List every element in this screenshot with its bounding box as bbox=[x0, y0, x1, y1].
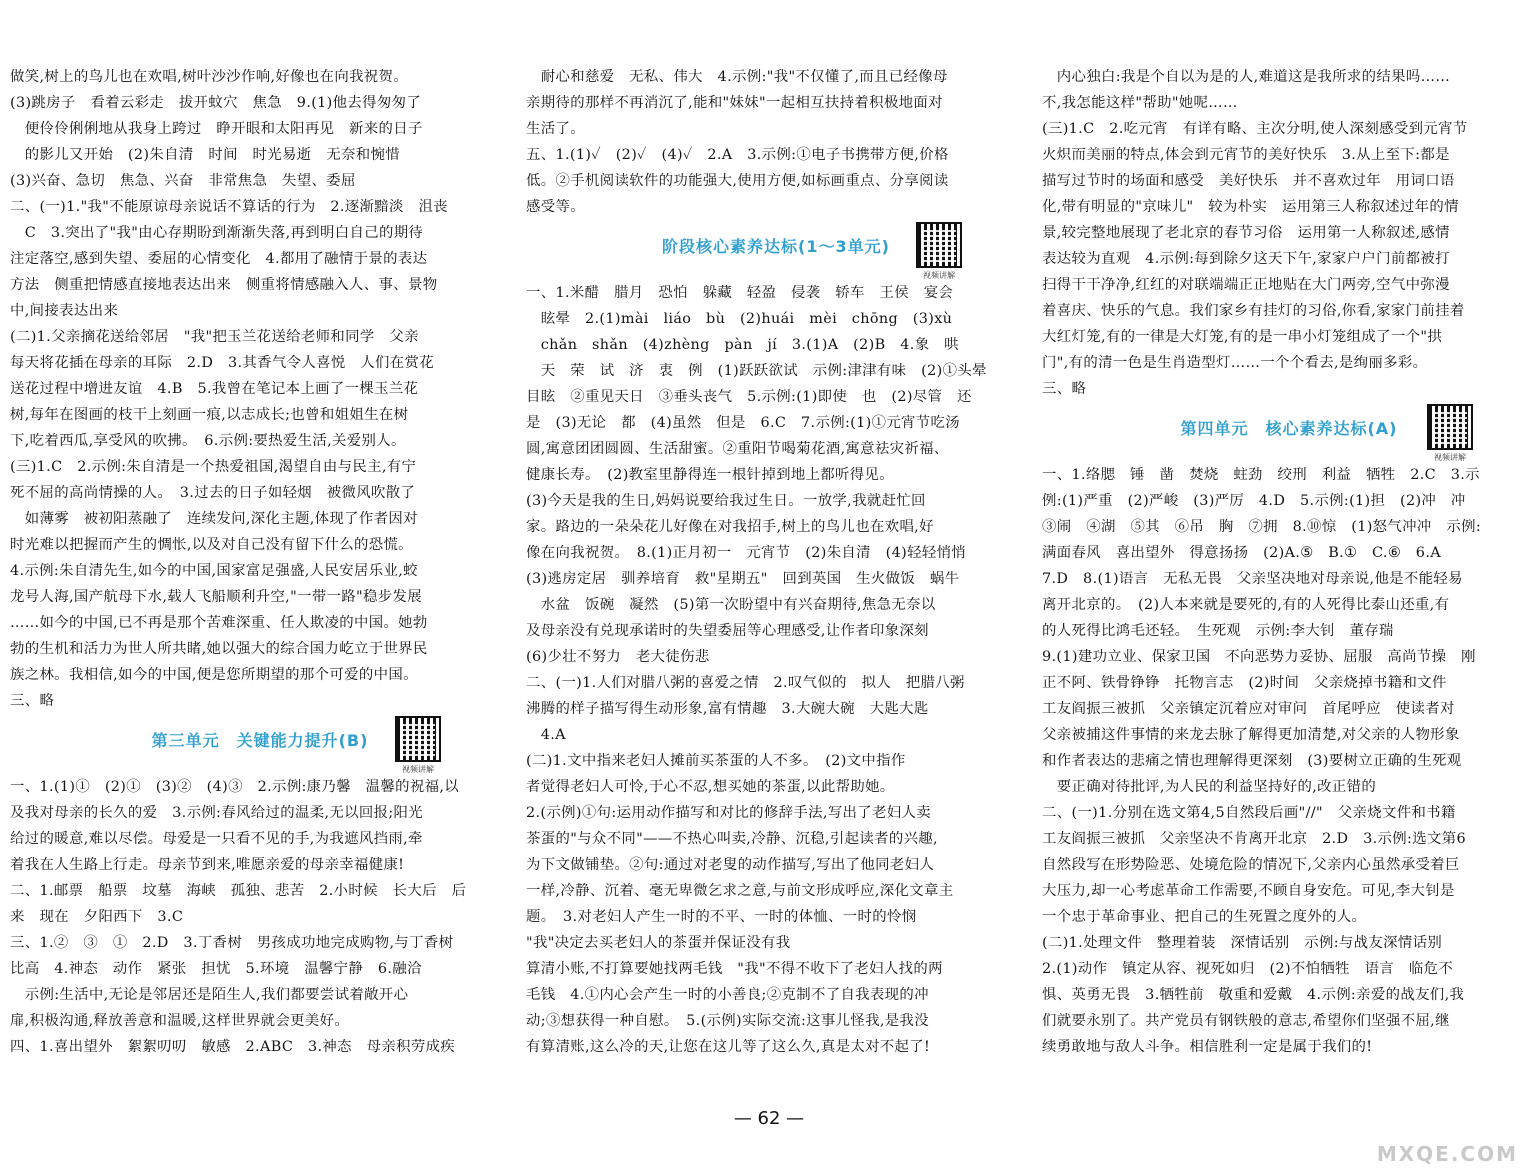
answer-line: 来 现在 夕阳西下 3.C bbox=[10, 909, 184, 925]
answer-line: 9.(1)建功立业、保家卫国 不向恶势力妥协、屈服 高尚节操 刚 bbox=[1042, 649, 1476, 665]
answer-line: 四、1.喜出望外 絮絮叨叨 敏感 2.ABC 3.神态 母亲积劳成疾 bbox=[10, 1039, 456, 1055]
answer-line: 感受等。 bbox=[526, 199, 585, 215]
answer-line: 二、(一)1.分别在选文第4,5自然段后画"//" 父亲烧文件和书籍 bbox=[1042, 805, 1456, 821]
answer-line: 下,吃着西瓜,享受风的吹拂。 6.示例:要热爱生活,关爱别人。 bbox=[10, 433, 406, 449]
answer-line: ③闹 ④湖 ⑤其 ⑥吊 胸 ⑦拥 8.⑩惊 (1)怒气冲冲 示例: bbox=[1042, 519, 1482, 535]
answer-line: 2.(示例)①句:运用动作描写和对比的修辞手法,写出了老妇人卖 bbox=[526, 805, 931, 821]
answer-line: 送花过程中增进友谊 4.B 5.我曾在笔记本上画了一棵玉兰花 bbox=[10, 381, 419, 397]
answer-line: 景,较完整地展现了老北京的春节习俗 运用第一人称叙述,感情 bbox=[1042, 225, 1450, 241]
answer-line: 注定落空,感到失望、委屈的心情变化 4.都用了融情于景的表达 bbox=[10, 251, 428, 267]
answer-line: 的影儿又开始 (2)朱自清 时间 时光易逝 无奈和惋惜 bbox=[10, 147, 400, 163]
answer-line: (二)1.文中指来老妇人摊前买茶蛋的人不多。 (2)文中指作 bbox=[526, 753, 906, 769]
answer-line: 一、1.米醋 腊月 恐怕 躲藏 轻盈 侵袭 轿车 王侯 宴会 bbox=[526, 285, 954, 301]
answer-line: 一样,冷静、沉着、毫无卑微乞求之意,与前文形成呼应,深化文章主 bbox=[526, 883, 954, 899]
answer-line: 描写过节时的场面和感受 美好快乐 并不喜欢过年 用词口语 bbox=[1042, 173, 1455, 189]
answer-line: 表达较为直观 4.示例:每到除夕这天下午,家家户户门前都被打 bbox=[1042, 251, 1450, 267]
answer-line: 满面春风 喜出望外 得意扬扬 (2)A.⑤ B.① C.⑥ 6.A bbox=[1042, 545, 1441, 561]
section-title: 第四单元 核心素养达标(A) bbox=[1180, 419, 1398, 438]
answer-line: 着我在人生路上行走。母亲节到来,唯愿亲爱的母亲幸福健康! bbox=[10, 857, 405, 873]
answer-line: 续勇敢地与敌人斗争。相信胜利一定是属于我们的! bbox=[1042, 1039, 1373, 1055]
answer-line: 死不屈的高尚情操的人。 3.过去的日子如轻烟 被微风吹散了 bbox=[10, 485, 416, 501]
answer-line: 家。路边的一朵朵花儿好像在对我招手,树上的鸟儿也在欢唱,好 bbox=[526, 519, 934, 535]
answer-line: 及我对母亲的长久的爱 3.示例:春风给过的温柔,无以回报;阳光 bbox=[10, 805, 424, 821]
answer-line: (3)跳房子 看着云彩走 拔开蚊穴 焦急 9.(1)他去得匆匆了 bbox=[10, 95, 422, 111]
answer-line: 做笑,树上的鸟儿也在欢唱,树叶沙沙作响,好像也在向我祝贺。 bbox=[10, 69, 409, 85]
answer-line: 给过的暖意,难以尽偿。母爱是一只看不见的手,为我遮风挡雨,牵 bbox=[10, 831, 423, 847]
answer-line: 着喜庆、快乐的气息。我们家乡有挂灯的习俗,你看,家家门前挂着 bbox=[1042, 303, 1465, 319]
answer-line: 圆,寓意团团圆圆、生活甜蜜。②重阳节喝菊花酒,寓意祛灾祈福、 bbox=[526, 441, 949, 457]
answer-line: 动;③想获得一种自慰。 5.(示例)实际交流:这事儿怪我,是我没 bbox=[526, 1013, 929, 1029]
answer-line: 化,带有明显的"京味儿" 较为朴实 运用第三人称叙述过年的情 bbox=[1042, 199, 1459, 215]
answer-line: 目眩 ②重见天日 ③垂头丧气 5.示例:(1)即使 也 (2)尽管 还 bbox=[526, 389, 972, 405]
answer-line: 三、1.② ③ ① 2.D 3.丁香树 男孩成功地完成购物,与丁香树 bbox=[10, 935, 454, 951]
answer-line: 天 荣 试 济 衷 例 (1)跃跃欲试 示例:津津有味 (2)①头晕 bbox=[526, 363, 987, 379]
answer-line: 二、(一)1.人们对腊八粥的喜爱之情 2.叹气似的 拟人 把腊八粥 bbox=[526, 675, 965, 691]
answer-line: 内心独白:我是个自以为是的人,难道这是我所求的结果吗…… bbox=[1042, 69, 1451, 85]
answer-line: 便伶伶俐俐地从我身上跨过 睁开眼和太阳再见 新来的日子 bbox=[10, 121, 423, 137]
answer-line: 自然段写在形势险恶、处境危险的情况下,父亲内心虽然承受着巨 bbox=[1042, 857, 1460, 873]
answer-line: 亲期待的那样不再消沉了,能和"妹妹"一起相互扶持着积极地面对 bbox=[526, 95, 943, 111]
answer-line: 比高 4.神态 动作 紧张 担忧 5.环境 温馨宁静 6.融洽 bbox=[10, 961, 422, 977]
answer-line: 耐心和慈爱 无私、伟大 4.示例:"我"不仅懂了,而且已经像母 bbox=[526, 69, 948, 85]
answer-line: 4.示例:朱自清先生,如今的中国,国家富足强盛,人民安居乐业,蛟 bbox=[10, 563, 418, 579]
answer-line: 要正确对待批评,为人民的利益坚持好的,改正错的 bbox=[1042, 779, 1377, 795]
answer-line: 4.A bbox=[526, 727, 566, 743]
answer-line: 离开北京的。 (2)人本来就是要死的,有的人死得比泰山还重,有 bbox=[1042, 597, 1450, 613]
answer-line: 二、1.邮票 船票 坟墓 海峡 孤独、悲苦 2.小时候 长大后 后 bbox=[10, 883, 467, 899]
answer-line: 五、1.(1)✓ (2)✓ (4)✓ 2.A 3.示例:①电子书携带方便,价格 bbox=[526, 147, 949, 163]
answer-line: 7.D 8.(1)语言 无私无畏 父亲坚决地对母亲说,他是不能轻易 bbox=[1042, 571, 1463, 587]
qr-code-icon[interactable] bbox=[916, 222, 962, 268]
answer-line: 茶蛋的"与众不同"——不热心叫卖,冷静、沉稳,引起读者的兴趣, bbox=[526, 831, 938, 847]
answer-line: 眩晕 2.(1)mài liáo bù (2)huái mèi chōng (3)xù bbox=[526, 311, 953, 327]
answer-line: 方法 侧重把情感直接地表达出来 侧重将情感融入人、事、景物 bbox=[10, 277, 438, 293]
answer-line: 每天将花插在母亲的耳际 2.D 3.其香气令人喜悦 人们在赏花 bbox=[10, 355, 435, 371]
answer-line: 及母亲没有兑现承诺时的失望委屈等心理感受,让作者印象深刻 bbox=[526, 623, 929, 639]
answer-line: 工友阎振三被抓 父亲坚决不肯离开北京 2.D 3.示例:选文第6 bbox=[1042, 831, 1466, 847]
section-heading bbox=[1042, 402, 1536, 462]
answer-line: 龙号人海,国产航母下水,载人飞船顺利升空,"一带一路"稳步发展 bbox=[10, 589, 422, 605]
answer-line: (3)今天是我的生日,妈妈说要给我过生日。一放学,我就赶忙回 bbox=[526, 493, 926, 509]
answer-line: (三)1.C 2.示例:朱自清是一个热爱祖国,渴望自由与民主,有宁 bbox=[10, 459, 417, 475]
answer-line: (6)少壮不努力 老大徒伤悲 bbox=[526, 649, 710, 665]
qr-code-icon[interactable] bbox=[1427, 404, 1473, 450]
answer-line: chǎn shǎn (4)zhèng pàn jí 3.(1)A (2)B 4.象 哄 bbox=[526, 337, 959, 353]
answer-column-right bbox=[1042, 64, 1536, 1060]
answer-line: 三、略 bbox=[10, 693, 55, 709]
answer-line: (二)1.处理文件 整理着装 深情话别 示例:与战友深情话别 bbox=[1042, 935, 1443, 951]
page-number: — 62 — bbox=[733, 1108, 805, 1129]
answer-line: 时光难以把握而产生的惆怅,以及对自己没有留下什么的恐慌。 bbox=[10, 537, 413, 553]
answer-line: 一个忠于革命事业、把自己的生死置之度外的人。 bbox=[1042, 909, 1367, 925]
qr-caption: 视频讲解 bbox=[1434, 453, 1466, 462]
answer-line: 像在向我祝贺。 8.(1)正月初一 元宵节 (2)朱自清 (4)轻轻悄悄 bbox=[526, 545, 967, 561]
answer-line: 大红灯笼,有的一律是大灯笼,有的是一串小灯笼组成了一个"拱 bbox=[1042, 329, 1443, 345]
answer-line: 父亲被捕这件事情的来龙去脉了解得更加清楚,对父亲的人物形象 bbox=[1042, 727, 1460, 743]
answer-line: 工友阎振三被抓 父亲镇定沉着应对审问 首尾呼应 使读者对 bbox=[1042, 701, 1455, 717]
answer-line: 扫得干干净净,红红的对联端端正正地贴在大门两旁,空气中弥漫 bbox=[1042, 277, 1450, 293]
answer-line: 三、略 bbox=[1042, 381, 1087, 397]
answer-line: 水盆 饭碗 凝然 (5)第一次盼望中有兴奋期待,焦急无奈以 bbox=[526, 597, 936, 613]
answer-line: 门",有的清一色是生肖造型灯……一个个看去,是绚丽多彩。 bbox=[1042, 355, 1428, 371]
answer-line: 族之林。我相信,如今的中国,便是您所期望的那个可爱的中国。 bbox=[10, 667, 418, 683]
answer-line: ……如今的中国,已不再是那个苦难深重、任人欺凌的中国。她勃 bbox=[10, 615, 428, 631]
answer-line: (二)1.父亲摘花送给邻居 "我"把玉兰花送给老师和同学 父亲 bbox=[10, 329, 419, 345]
watermark-text: MXQE.COM bbox=[1376, 1142, 1518, 1166]
section-title: 阶段核心素养达标(1～3单元) bbox=[662, 237, 890, 256]
qr-caption: 视频讲解 bbox=[923, 271, 955, 280]
answer-line: 惧、英勇无畏 3.牺牲前 敬重和爱戴 4.示例:亲爱的战友们,我 bbox=[1042, 987, 1465, 1003]
section-heading bbox=[10, 714, 510, 774]
answer-line: 健康长寿。 (2)教室里静得连一根针掉到地上都听得见。 bbox=[526, 467, 895, 483]
qr-code-icon[interactable] bbox=[395, 716, 441, 762]
section-title: 第三单元 关键能力提升(B) bbox=[151, 731, 369, 750]
answer-line: (3)逃房定居 驯养培育 救"星期五" 回到英国 生火做饭 蜗牛 bbox=[526, 571, 960, 587]
answer-line: 有算清账,这么冷的天,让您在这儿等了这么久,真是太对不起了! bbox=[526, 1039, 931, 1055]
section-heading bbox=[526, 220, 1026, 280]
answer-line: 例:(1)严重 (2)严峻 (3)严厉 4.D 5.示例:(1)担 (2)冲 冲 bbox=[1042, 493, 1466, 509]
answer-line: 扉,积极沟通,释放善意和温暖,这样世界就会更美好。 bbox=[10, 1013, 350, 1029]
answer-line: 大压力,却一心考虑革命工作需要,不顾自身安危。可见,李大钊是 bbox=[1042, 883, 1455, 899]
answer-line: 题。 3.对老妇人产生一时的不平、一时的体恤、一时的怜悯 bbox=[526, 909, 917, 925]
answer-line: 是 (3)无论 都 (4)虽然 但是 6.C 7.示例:(1)①元宵节吃汤 bbox=[526, 415, 961, 431]
answer-line: 2.(1)动作 镇定从容、视死如归 (2)不怕牺牲 语言 临危不 bbox=[1042, 961, 1454, 977]
answer-line: 正不阿、铁骨铮铮 托物言志 (2)时间 父亲烧掉书籍和文件 bbox=[1042, 675, 1447, 691]
answer-column-middle bbox=[526, 64, 1026, 1060]
answer-line: 二、(一)1."我"不能原谅母亲说话不算话的行为 2.逐渐黯淡 沮丧 bbox=[10, 199, 448, 215]
answer-line: C 3.突出了"我"由心存期盼到渐渐失落,再到明白自己的期待 bbox=[10, 225, 424, 241]
answer-line: 示例:生活中,无论是邻居还是陌生人,我们都要尝试着敞开心 bbox=[10, 987, 409, 1003]
answer-line: 生活了。 bbox=[526, 121, 585, 137]
answer-line: 们就要永别了。共产党员有钢铁般的意志,希望你们坚强不屈,继 bbox=[1042, 1013, 1450, 1029]
answer-line: 不,我怎能这样"帮助"她呢…… bbox=[1042, 95, 1238, 111]
answer-line: 勃的生机和活力为世人所共睹,她以强大的综合国力屹立于世界民 bbox=[10, 641, 428, 657]
answer-line: 一、1.络腮 锤 凿 焚烧 蛀劲 绞刑 利益 牺牲 2.C 3.示 bbox=[1042, 467, 1480, 483]
answer-line: 沸腾的样子描写得生动形象,富有情趣 3.大碗大碗 大匙大匙 bbox=[526, 701, 929, 717]
answer-column-left bbox=[10, 64, 510, 1060]
answer-line: 者觉得老妇人可怜,于心不忍,想买她的茶蛋,以此帮助她。 bbox=[526, 779, 895, 795]
answer-line: (3)兴奋、急切 焦急、兴奋 非常焦急 失望、委屈 bbox=[10, 173, 356, 189]
answer-line: 的人死得比鸿毛还轻。 生死观 示例:李大钊 董存瑞 bbox=[1042, 623, 1394, 639]
answer-line: 如薄雾 被初阳蒸融了 连续发问,深化主题,体现了作者因对 bbox=[10, 511, 418, 527]
answer-line: 树,每年在图画的枝干上刻画一痕,以志成长;也曾和姐姐生在树 bbox=[10, 407, 409, 423]
answer-line: 毛钱 4.①内心会产生一时的小善良;②克制不了自我表现的冲 bbox=[526, 987, 929, 1003]
watermark-logo bbox=[1378, 1080, 1528, 1166]
answer-line: "我"决定去买老妇人的茶蛋并保证没有我 bbox=[526, 935, 791, 951]
answer-line: 火炽而美丽的特点,体会到元宵节的美好快乐 3.从上至下:都是 bbox=[1042, 147, 1450, 163]
answer-line: 中,间接表达出来 bbox=[10, 303, 119, 319]
answer-line: 为下文做铺垫。②句:通过对老叟的动作描写,写出了他同老妇人 bbox=[526, 857, 935, 873]
answer-line: (三)1.C 2.吃元宵 有详有略、主次分明,使人深刻感受到元宵节 bbox=[1042, 121, 1468, 137]
answer-line: 一、1.(1)① (2)① (3)② (4)③ 2.示例:康乃馨 温馨的祝福,以 bbox=[10, 779, 460, 795]
answer-line: 和作者表达的悲痛之情也理解得更深刻 (3)要树立正确的生死观 bbox=[1042, 753, 1462, 769]
answer-line: 低。②手机阅读软件的功能强大,使用方便,如标画重点、分享阅读 bbox=[526, 173, 949, 189]
qr-caption: 视频讲解 bbox=[402, 765, 434, 774]
answer-line: 算清小账,不打算要她找两毛钱 "我"不得不收下了老妇人找的两 bbox=[526, 961, 943, 977]
